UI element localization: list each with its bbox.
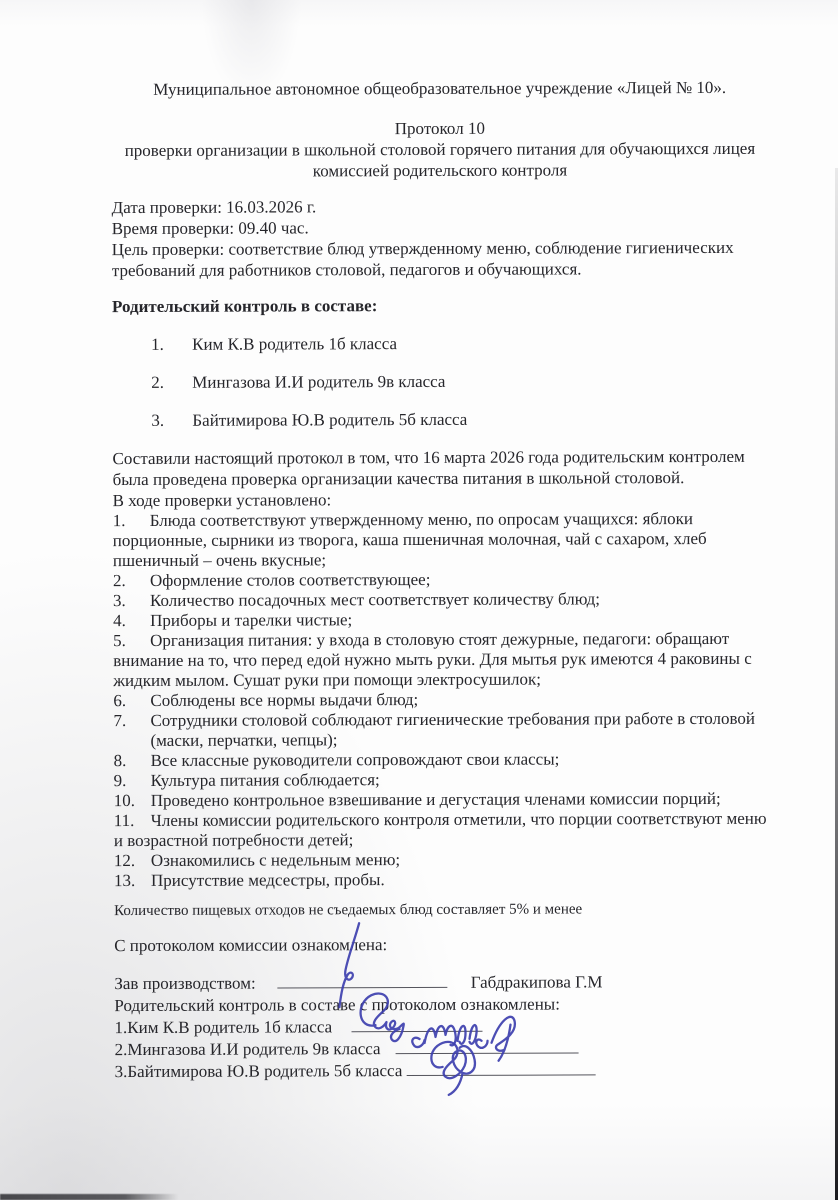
findings-heading: В ходе проверки установлено:	[112, 490, 332, 511]
preamble-paragraph: Составили настоящий протокол в том, что 16 марта 2026 года родительским контролем была проведена проверка организации качества питания в школьной столовой.	[112, 446, 745, 490]
finding-item: 3. Количество посадочных мест соответствует количеству блюд;	[112, 589, 600, 611]
finding-item: 2. Оформление столов соответствующее;	[112, 569, 431, 591]
finding-item: 4. Приборы и тарелки чистые;	[113, 610, 353, 631]
finding-item: 11. Члены комиссии родительского контроля отметили, что порции соответствуют меню и возрастной потребности детей;	[113, 808, 767, 851]
manager-signature-line	[278, 973, 448, 989]
institution-name: Муниципальное автономное общеобразовательное учреждение «Лицей № 10».	[153, 77, 727, 99]
parent-signature-line	[351, 1017, 482, 1032]
finding-item: 10. Проведено контрольное взвешивание и дегустация членами комиссии порций;	[113, 788, 721, 811]
inspection-date: Дата проверки: 16.03.2026 г.	[111, 197, 317, 218]
finding-item: 5. Организация питания: у входа в столовую стоят дежурные, педагоги: обращают внимание на то, что перед едой нужно мыть руки. Для мытья рук имеются 4 раковины с жидким мылом. Сушат руки при помощи электросушилок;	[113, 628, 752, 691]
parent-signature-line	[406, 1060, 595, 1076]
finding-item: 1. Блюда соответствуют утвержденному меню, по опросам учащихся: яблоки порционные, сырники из творога, каша пшеничная молочная, чай с сахаром, хлеб пшеничный – очень вкусные;	[112, 509, 707, 571]
inspection-meta	[112, 195, 769, 281]
parent-signature-row	[115, 1059, 772, 1083]
parent-ack-text: 1.Ким К.В родитель 1б класса	[114, 1017, 333, 1038]
parent-signature-row	[115, 1037, 772, 1061]
committee-member: 1. Ким К.В родитель 1б класса	[151, 334, 398, 354]
waste-note: Количество пищевых отходов не съедаемых блюд составляет 5% и менее	[114, 901, 583, 920]
scan-edge-bottom	[0, 1194, 178, 1200]
document-subtitle-line2: комиссией родительского контроля	[312, 160, 568, 181]
manager-signature-row	[114, 971, 771, 995]
parent-ack-text: 2.Мингазова И.И родитель 9в класса	[114, 1039, 381, 1060]
committee-heading: Родительский контроль в составе:	[111, 296, 378, 317]
parent-signature-line	[396, 1038, 579, 1054]
findings-list	[113, 509, 771, 891]
finding-item: 12. Ознакомились с недельным меню;	[113, 850, 401, 871]
finding-item: 9. Культура питания соблюдается;	[113, 770, 380, 791]
committee-member: 2. Мингазова И.И родитель 9в класса	[151, 371, 446, 392]
inspection-time: Время проверки: 09.40 час.	[111, 218, 309, 239]
title-block	[111, 117, 768, 182]
manager-name: Габдракипова Г.М	[470, 972, 603, 992]
acknowledgement-heading: С протоколом комиссии ознакомлена:	[114, 935, 388, 956]
committee-list	[112, 332, 769, 431]
finding-item: 8. Все классные руководители сопровождают свои классы;	[113, 749, 560, 771]
manager-label: Зав производством:	[114, 973, 256, 994]
finding-item: 13. Присутствие медсестры, пробы.	[113, 870, 385, 891]
inspection-goal: Цель проверки: соответствие блюд утвержденному меню, соблюдение гигиенических требований для работников столовой, педагогов и обучающихся.	[111, 237, 734, 281]
parent-signature-row	[114, 1015, 771, 1039]
parent-ack-text: 3.Байтимирова Ю.В родитель 5б класса	[114, 1061, 403, 1082]
finding-item: 6. Соблюдены все нормы выдачи блюд;	[113, 690, 419, 711]
committee-member: 3. Байтимирова Ю.В родитель 5б класса	[151, 409, 468, 430]
document-subtitle-line1: проверки организации в школьной столовой горячего питания для обучающихся лицея	[124, 138, 756, 161]
document-title: Протокол 10	[394, 118, 485, 139]
finding-item: 7. Сотрудники столовой соблюдают гигиенические требования при работе в столовой (маски, перчатки, чепцы);	[113, 708, 756, 750]
ack-list-heading: Родительский контроль в составе с протоколом ознакомлены:	[114, 994, 560, 1016]
